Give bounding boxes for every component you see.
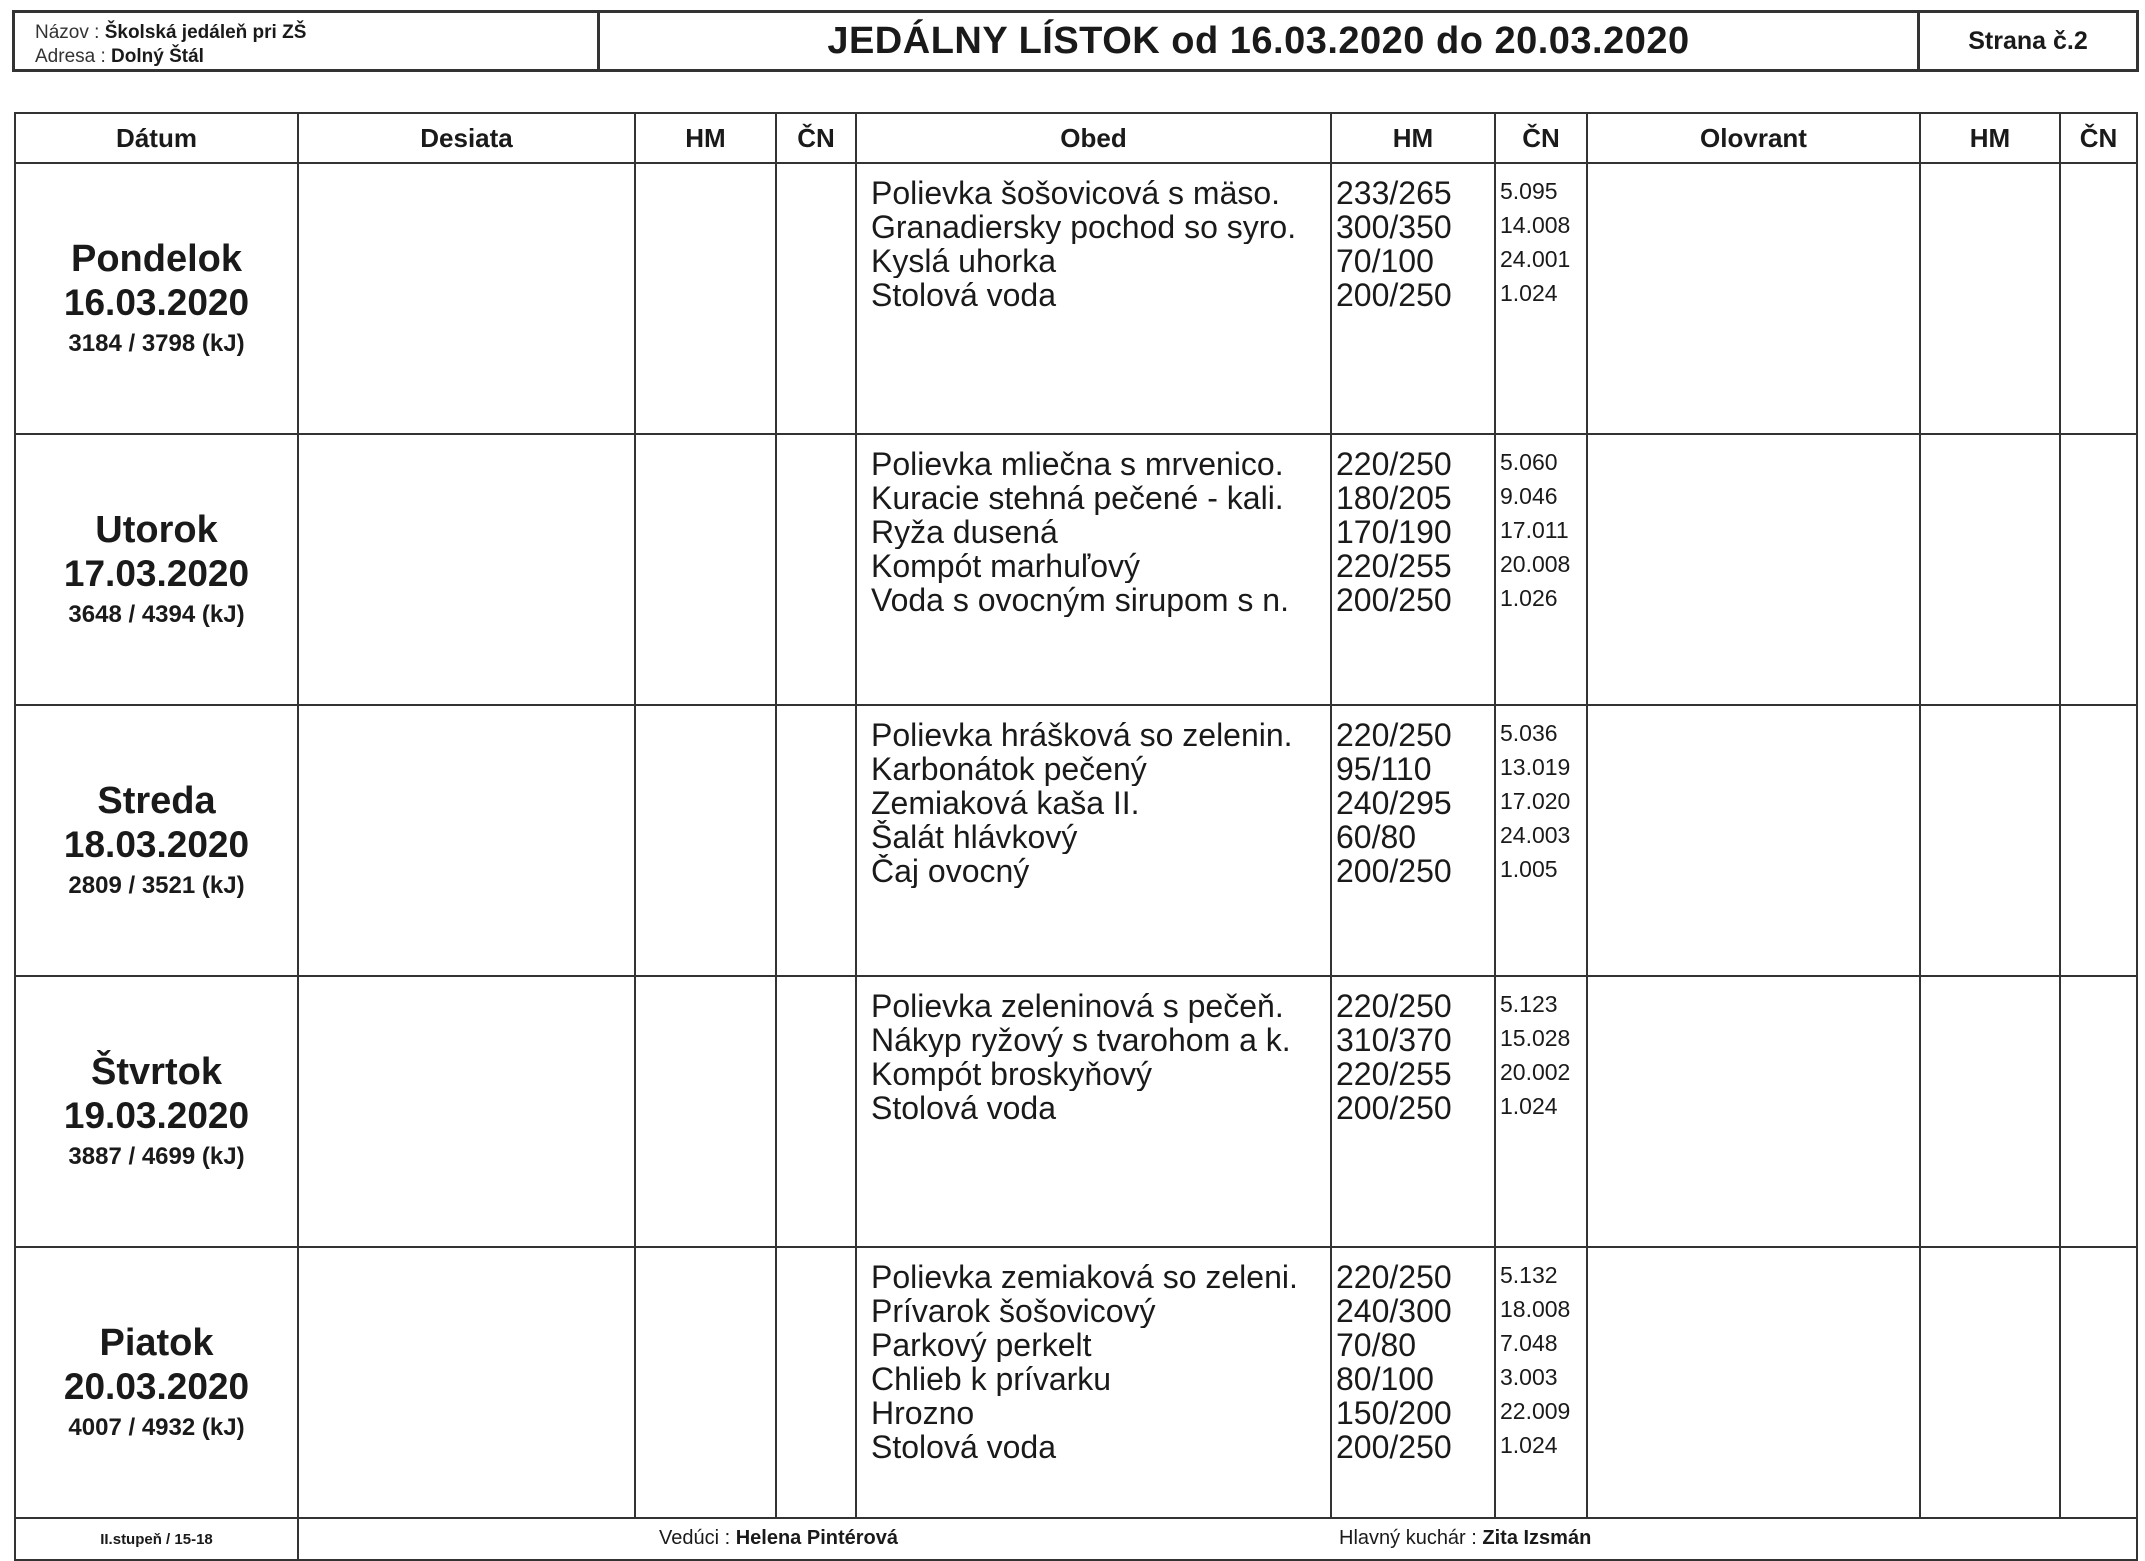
dish-qty: 240/295 [1336,786,1452,820]
school-name: Školská jedáleň pri ZŠ [104,22,307,43]
dish-code: 13.019 [1500,754,1571,780]
dish-qty: 300/350 [1336,210,1452,244]
dish: Zemiaková kaša II. [871,786,1140,820]
afternoon-cell [1587,1247,1920,1518]
snack-hm-cell [635,705,776,976]
day-row [15,1247,2137,1518]
col-afternoon-cn: ČN [2060,113,2137,163]
day-energy: 3648 / 4394 (kJ) [68,600,245,628]
dish: Stolová voda [871,278,1057,312]
dish: Parkový perkelt [871,1328,1092,1362]
day-energy: 3184 / 3798 (kJ) [68,329,245,357]
lunch-dishes [856,976,1331,1247]
afternoon-cell [1587,163,1920,434]
day-energy: 4007 / 4932 (kJ) [68,1413,245,1441]
afternoon-cn-cell [2060,163,2137,434]
dish-code: 1.026 [1500,585,1558,611]
dish-qty: 240/300 [1336,1294,1452,1328]
snack-hm-cell [635,976,776,1247]
col-afternoon: Olovrant [1587,113,1920,163]
dish-code: 1.024 [1500,1432,1558,1458]
dish: Kuracie stehná pečené - kali. [871,481,1284,515]
dish-qty: 220/250 [1336,989,1452,1023]
day-cell [15,705,298,976]
dish: Prívarok šošovicový [871,1294,1156,1328]
col-snack-cn: ČN [776,113,856,163]
col-snack-hm: HM [635,113,776,163]
lunch-codes [1495,976,1587,1247]
snack-hm-cell [635,1247,776,1518]
dish-qty: 70/100 [1336,244,1434,278]
menu-table [14,112,2138,1561]
afternoon-hm-cell [1920,976,2060,1247]
day-date: 19.03.2020 [63,1094,250,1136]
dish-qty: 95/110 [1336,752,1432,786]
lunch-codes [1495,705,1587,976]
day-name: Utorok [95,508,218,551]
afternoon-hm-cell [1920,434,2060,705]
dish: Kompót marhuľový [871,549,1140,583]
snack-cn-cell [776,705,856,976]
day-row [15,434,2137,705]
snack-cn-cell [776,163,856,434]
school-address: Dolný Štál [111,46,204,67]
dish-qty: 200/250 [1336,854,1452,888]
dish-code: 5.123 [1500,991,1558,1017]
dish-qty: 310/370 [1336,1023,1452,1057]
dish-code: 1.005 [1500,856,1558,882]
day-cell [15,976,298,1247]
dish-code: 17.011 [1500,517,1569,543]
afternoon-cell [1587,705,1920,976]
dish-qty: 200/250 [1336,1091,1452,1125]
menu-title: JEDÁLNY LÍSTOK od 16.03.2020 do 20.03.2020 [827,19,1690,62]
snack-hm-cell [635,163,776,434]
day-row [15,163,2137,434]
dish-code: 5.132 [1500,1262,1558,1288]
dish-code: 9.046 [1500,483,1558,509]
day-name: Piatok [99,1321,214,1364]
lunch-quantities [1331,976,1495,1247]
chef-label: Hlavný kuchár : [1339,1527,1483,1549]
snack-cell [298,976,635,1247]
school-info [15,13,600,69]
signatures [298,1518,2137,1560]
afternoon-cell [1587,434,1920,705]
col-lunch: Obed [856,113,1331,163]
day-energy: 3887 / 4699 (kJ) [68,1142,245,1170]
school-name-label: Názov : [35,22,105,43]
day-row [15,976,2137,1247]
day-cell [15,1247,298,1518]
dish-qty: 200/250 [1336,278,1452,312]
day-energy: 2809 / 3521 (kJ) [68,871,245,899]
day-date: 18.03.2020 [63,823,250,865]
col-date: Dátum [15,113,298,163]
lunch-quantities [1331,705,1495,976]
dish-code: 1.024 [1500,280,1558,306]
dish-code: 22.009 [1500,1398,1571,1424]
school-address-label: Adresa : [35,46,112,67]
column-header-row [15,113,2137,163]
lunch-quantities [1331,163,1495,434]
dish: Hrozno [871,1396,975,1430]
dish-qty: 220/250 [1336,1260,1452,1294]
dish: Polievka zeleninová s pečeň. [871,989,1284,1023]
dish-qty: 233/265 [1336,176,1452,210]
lunch-dishes [856,434,1331,705]
manager [659,1527,898,1550]
manager-name: Helena Pintérová [735,1527,899,1549]
dish: Chlieb k prívarku [871,1362,1112,1396]
dish: Nákyp ryžový s tvarohom a k. [871,1023,1291,1057]
snack-cell [298,163,635,434]
dish: Ryža dusená [871,515,1058,549]
dish: Stolová voda [871,1091,1057,1125]
dish-qty: 150/200 [1336,1396,1452,1430]
dish-code: 5.036 [1500,720,1558,746]
dish-code: 24.003 [1500,822,1571,848]
dish-code: 7.048 [1500,1330,1558,1356]
chef-name: Zita Izsmán [1482,1527,1592,1549]
day-row [15,705,2137,976]
lunch-quantities [1331,1247,1495,1518]
dish-code: 14.008 [1500,212,1571,238]
col-snack: Desiata [298,113,635,163]
snack-cell [298,705,635,976]
dish-qty: 70/80 [1336,1328,1417,1362]
dish: Čaj ovocný [871,854,1030,888]
dish-qty: 180/205 [1336,481,1452,515]
afternoon-hm-cell [1920,1247,2060,1518]
dish-qty: 200/250 [1336,583,1452,617]
day-name: Streda [97,779,216,822]
dish-qty: 60/80 [1336,820,1417,854]
col-lunch-hm: HM [1331,113,1495,163]
dish-qty: 200/250 [1336,1430,1452,1464]
dish: Karbonátok pečený [871,752,1147,786]
afternoon-cell [1587,976,1920,1247]
school-name-line [35,21,597,45]
snack-cn-cell [776,434,856,705]
document-header [12,10,2139,72]
afternoon-hm-cell [1920,163,2060,434]
page-number: Strana č.2 [1917,13,2136,69]
dish-qty: 220/255 [1336,1057,1452,1091]
day-cell [15,434,298,705]
snack-cell [298,434,635,705]
lunch-codes [1495,434,1587,705]
dish-code: 20.008 [1500,551,1571,577]
day-name: Štvrtok [91,1050,222,1093]
dish: Kompót broskyňový [871,1057,1153,1091]
day-date: 16.03.2020 [63,281,250,323]
dish-code: 15.028 [1500,1025,1571,1051]
dish-qty: 80/100 [1336,1362,1434,1396]
day-name: Pondelok [70,237,243,280]
grade-label: II.stupeň / 15-18 [15,1518,298,1560]
col-afternoon-hm: HM [1920,113,2060,163]
lunch-dishes [856,1247,1331,1518]
day-cell [15,163,298,434]
snack-hm-cell [635,434,776,705]
dish: Polievka šošovicová s mäso. [871,176,1281,210]
footer-row [15,1518,2137,1560]
lunch-quantities [1331,434,1495,705]
dish-code: 20.002 [1500,1059,1571,1085]
school-address-line [35,45,597,69]
dish-code: 1.024 [1500,1093,1558,1119]
snack-cell [298,1247,635,1518]
lunch-codes [1495,163,1587,434]
lunch-codes [1495,1247,1587,1518]
dish-code: 24.001 [1500,246,1571,272]
dish: Stolová voda [871,1430,1057,1464]
manager-label: Vedúci : [659,1527,736,1549]
lunch-dishes [856,705,1331,976]
dish: Polievka zemiaková so zeleni. [871,1260,1298,1294]
dish: Granadiersky pochod so syro. [871,210,1297,244]
dish: Kyslá uhorka [871,244,1056,278]
col-lunch-cn: ČN [1495,113,1587,163]
afternoon-cn-cell [2060,976,2137,1247]
dish-code: 17.020 [1500,788,1571,814]
dish: Voda s ovocným sirupom s n. [871,583,1289,617]
dish-code: 18.008 [1500,1296,1571,1322]
lunch-dishes [856,163,1331,434]
dish-code: 5.095 [1500,178,1558,204]
dish-qty: 220/250 [1336,718,1452,752]
day-date: 20.03.2020 [63,1365,250,1407]
dish: Polievka hrášková so zelenin. [871,718,1293,752]
dish-qty: 220/255 [1336,549,1452,583]
snack-cn-cell [776,976,856,1247]
afternoon-cn-cell [2060,705,2137,976]
chef [1339,1527,1591,1550]
day-date: 17.03.2020 [63,552,250,594]
dish-code: 5.060 [1500,449,1558,475]
dish: Polievka mliečna s mrvenico. [871,447,1284,481]
dish-qty: 220/250 [1336,447,1452,481]
snack-cn-cell [776,1247,856,1518]
afternoon-hm-cell [1920,705,2060,976]
afternoon-cn-cell [2060,1247,2137,1518]
afternoon-cn-cell [2060,434,2137,705]
dish: Šalát hlávkový [871,820,1078,854]
dish-code: 3.003 [1500,1364,1558,1390]
dish-qty: 170/190 [1336,515,1452,549]
